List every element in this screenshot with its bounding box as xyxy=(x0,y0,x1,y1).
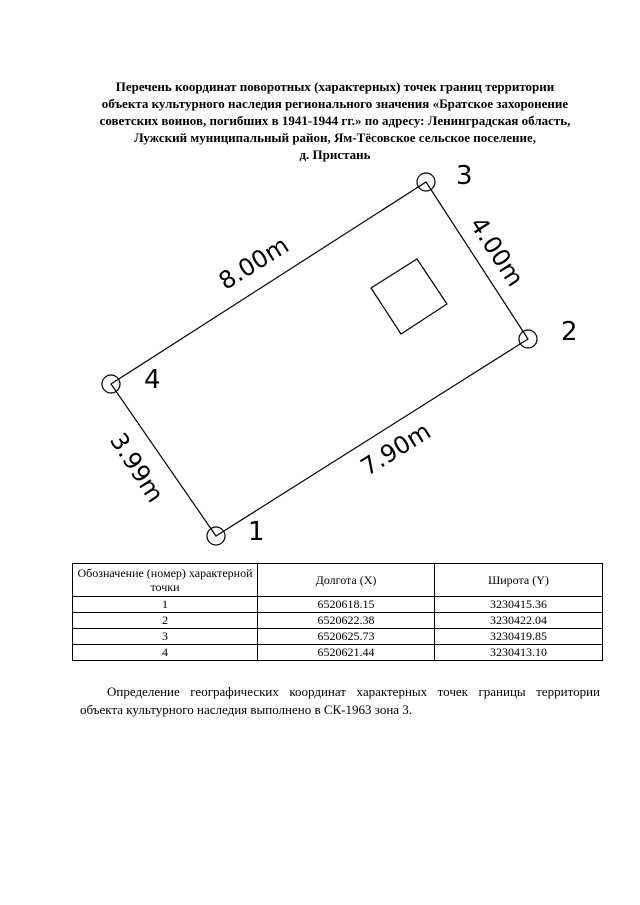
title-line: советских воинов, погибших в 1941-1944 гг.» по адресу: Ленинградская область, xyxy=(99,113,571,128)
monument-square xyxy=(371,259,447,334)
table-header-x: Долгота (X) xyxy=(258,564,435,597)
title-line: Перечень координат поворотных (характерных) точек границ территории xyxy=(115,79,555,94)
boundary-polygon xyxy=(111,182,528,536)
side-length-4-1: 3.99m xyxy=(104,427,170,508)
table-cell-point: 2 xyxy=(73,613,258,629)
table-row xyxy=(73,613,603,629)
table-cell-x: 6520621.44 xyxy=(258,645,435,661)
side-length-1-2: 7.90m xyxy=(355,416,436,482)
table-cell-x: 6520618.15 xyxy=(258,597,435,613)
table-cell-point: 1 xyxy=(73,597,258,613)
table-cell-point: 4 xyxy=(73,645,258,661)
table-cell-x: 6520625.73 xyxy=(258,629,435,645)
coordinates-table xyxy=(72,563,603,661)
table-cell-y: 3230413.10 xyxy=(435,645,603,661)
table-header-row xyxy=(73,564,603,597)
table-row xyxy=(73,645,603,661)
side-length-2-3: 4.00m xyxy=(464,211,530,292)
table-row xyxy=(73,597,603,613)
point-1-label: 1 xyxy=(248,517,265,547)
table-cell-x: 6520622.38 xyxy=(258,613,435,629)
table-cell-y: 3230415.36 xyxy=(435,597,603,613)
title-line: Лужский муниципальный район, Ям-Тёсовское сельское поселение, xyxy=(133,130,537,145)
side-length-3-4: 8.00m xyxy=(213,230,294,296)
point-2-label: 2 xyxy=(561,317,578,347)
table-row xyxy=(73,629,603,645)
title-line: д. Пристань xyxy=(299,147,371,162)
table-cell-y: 3230419.85 xyxy=(435,629,603,645)
table-cell-y: 3230422.04 xyxy=(435,613,603,629)
table-cell-point: 3 xyxy=(73,629,258,645)
point-4-label: 4 xyxy=(144,365,161,395)
title-line: объекта культурного наследия регионального значения «Братское захоронение xyxy=(101,96,569,111)
coordinate-system-note: Определение географических координат характерных точек границы территории объекта культурного наследия выполнено в СК-1963 зона 3. xyxy=(80,684,600,717)
point-3-label: 3 xyxy=(456,161,473,191)
table-header-y: Широта (Y) xyxy=(435,564,603,597)
table-header-point: Обозначение (номер) характерной точки xyxy=(73,564,258,597)
